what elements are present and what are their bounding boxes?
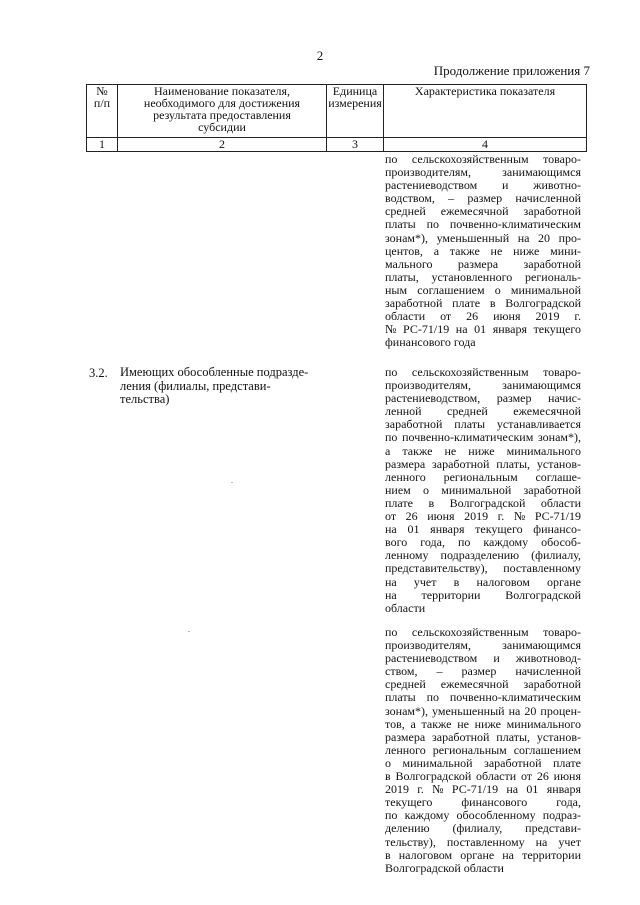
- scan-speck: [231, 482, 233, 483]
- column-number-2: 2: [118, 138, 327, 152]
- column-number-4: 4: [384, 138, 587, 152]
- characteristic-block-3: по сельскохозяйственным товаро- производителям, занимающимся растениеводством и животновод- ством, – размер начисленной средней ежемесячной заработной платы по почвенно-климатическим зонам*), уменьшенный на 20 процен- тов, а также не ниже минимального размера заработной платы, установ- ленного региональным соглашением о минимальной заработной плате в Волгоградской области от 26 июня 2019 г. № РС-71/19 на 01 января текущего финансового года, по каждому обособленному подраз- делению (филиалу, представи- тельству), поставленному на учет в налоговом органе на территории Волгоградской области: [385, 625, 581, 875]
- header-table: [86, 84, 587, 152]
- column-number-1: 1: [87, 138, 118, 152]
- row-number: 3.2.: [89, 366, 108, 380]
- characteristic-block-1: по сельскохозяйственным товаро- производителям, занимающимся растениеводством и животно- водством, – размер начисленной средней ежемесячной заработной платы по почвенно-климатическим зонам*), уменьшенный на 20 про- центов, а также не ниже мини- мального размера заработной платы, установленного региональ- ным соглашением о минимальной заработной плате в Волгоградской области от 26 июня 2019 г. № РС-71/19 на 01 января текущего финансового года: [385, 152, 581, 350]
- column-number-3: 3: [327, 138, 384, 152]
- characteristic-block-2: по сельскохозяйственным товаро- производителям, занимающимся растениеводством, размер начис- ленной средней ежемесячной заработной платы устанавливается по почвенно-климатическим зонам*), а также не ниже минимального размера заработной платы, установ- ленного региональным соглаше- нием о минимальной заработной плате в Волгоградской области от 26 июня 2019 г. № РС-71/19 на 01 января текущего финансо- вого года, по каждому обособ- ленному подразделению (филиалу, представительству), поставленному на учет в налоговом органе на территории Волгоградской области: [385, 365, 581, 615]
- header-characteristic: Характеристика показателя: [384, 85, 587, 138]
- header-indicator-name: Наименование показателя, необходимого для достижения результата предоставления субсидии: [118, 85, 327, 138]
- scan-speck: [188, 631, 190, 632]
- row-indicator-name: Имеющих обособленные подразде- ления (филиалы, представи- тельства): [120, 365, 309, 406]
- appendix-continuation: Продолжение приложения 7: [433, 63, 590, 78]
- header-number: № п/п: [87, 85, 118, 138]
- page-number: 2: [316, 48, 324, 63]
- header-unit: Единица измерения: [327, 85, 384, 138]
